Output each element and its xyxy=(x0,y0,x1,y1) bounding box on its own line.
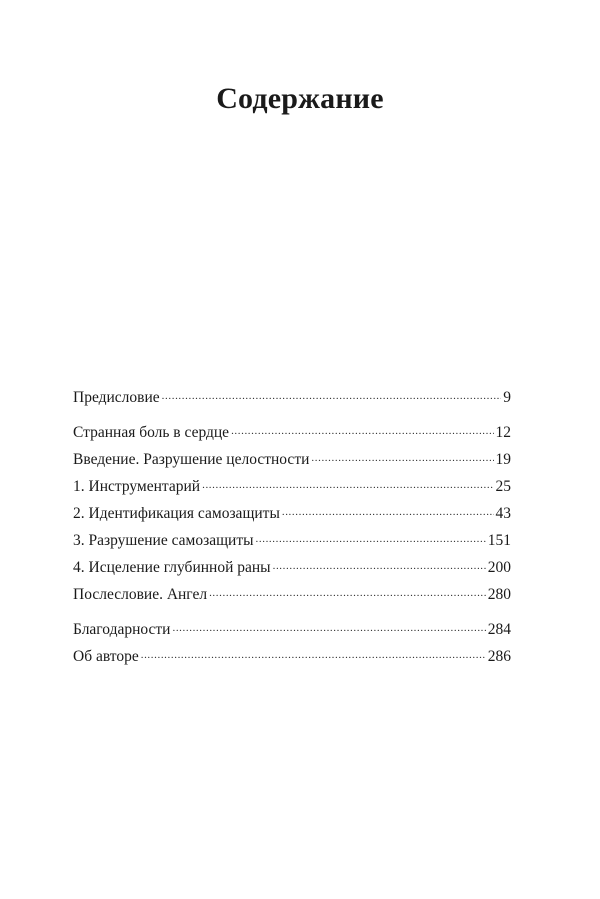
toc-entry-afterword[interactable] xyxy=(73,581,511,608)
toc-entry-label: Введение. Разрушение целостности xyxy=(73,451,310,468)
toc-entry-label: 4. Исцеление глубинной раны xyxy=(73,559,271,576)
toc-page-number: 19 xyxy=(495,451,511,468)
toc-entry-introduction[interactable] xyxy=(73,446,511,473)
toc-group-front xyxy=(73,384,511,411)
toc-dot-leader xyxy=(231,418,493,445)
toc-group-main xyxy=(73,419,511,608)
toc-entry-label: Предисловие xyxy=(73,389,160,406)
toc-page-number: 286 xyxy=(487,648,511,665)
toc-entry-label: 1. Инструментарий xyxy=(73,478,201,495)
toc-entry-acknowledgements[interactable] xyxy=(73,616,511,643)
toc-entry-label: Благодарности xyxy=(73,621,171,638)
toc-dot-leader xyxy=(209,580,486,607)
toc-dot-leader xyxy=(141,642,486,669)
toc-entry-chapter-4[interactable] xyxy=(73,554,511,581)
toc-entry-label: Странная боль в сердце xyxy=(73,424,230,441)
page-title: Содержание xyxy=(216,82,384,115)
toc-page-number: 9 xyxy=(503,389,511,406)
toc-group-back xyxy=(73,616,511,670)
toc-page-number: 12 xyxy=(495,424,511,441)
toc-entry-label: Послесловие. Ангел xyxy=(73,586,208,603)
toc-dot-leader xyxy=(172,615,485,642)
toc-dot-leader xyxy=(273,553,486,580)
toc-entry-preface[interactable] xyxy=(73,384,511,411)
toc-entry-label: 3. Разрушение самозащиты xyxy=(73,532,254,549)
toc-page-number: 200 xyxy=(487,559,511,576)
toc-dot-leader xyxy=(282,499,494,526)
toc-entry-strange-pain[interactable] xyxy=(73,419,511,446)
toc-dot-leader xyxy=(202,472,493,499)
toc-entry-label: 2. Идентификация самозащиты xyxy=(73,505,280,522)
toc-page-number: 151 xyxy=(487,532,511,549)
toc-entry-about-author[interactable] xyxy=(73,643,511,670)
toc-dot-leader xyxy=(162,383,502,410)
toc-dot-leader xyxy=(311,445,493,472)
toc-page-number: 43 xyxy=(495,505,511,522)
toc-entry-chapter-2[interactable] xyxy=(73,500,511,527)
toc-page-number: 280 xyxy=(487,586,511,603)
toc-dot-leader xyxy=(256,526,486,553)
toc-entry-label: Об авторе xyxy=(73,648,139,665)
toc-entry-chapter-1[interactable] xyxy=(73,473,511,500)
table-of-contents xyxy=(73,384,511,670)
toc-page-number: 25 xyxy=(495,478,511,495)
toc-entry-chapter-3[interactable] xyxy=(73,527,511,554)
toc-page-number: 284 xyxy=(487,621,511,638)
